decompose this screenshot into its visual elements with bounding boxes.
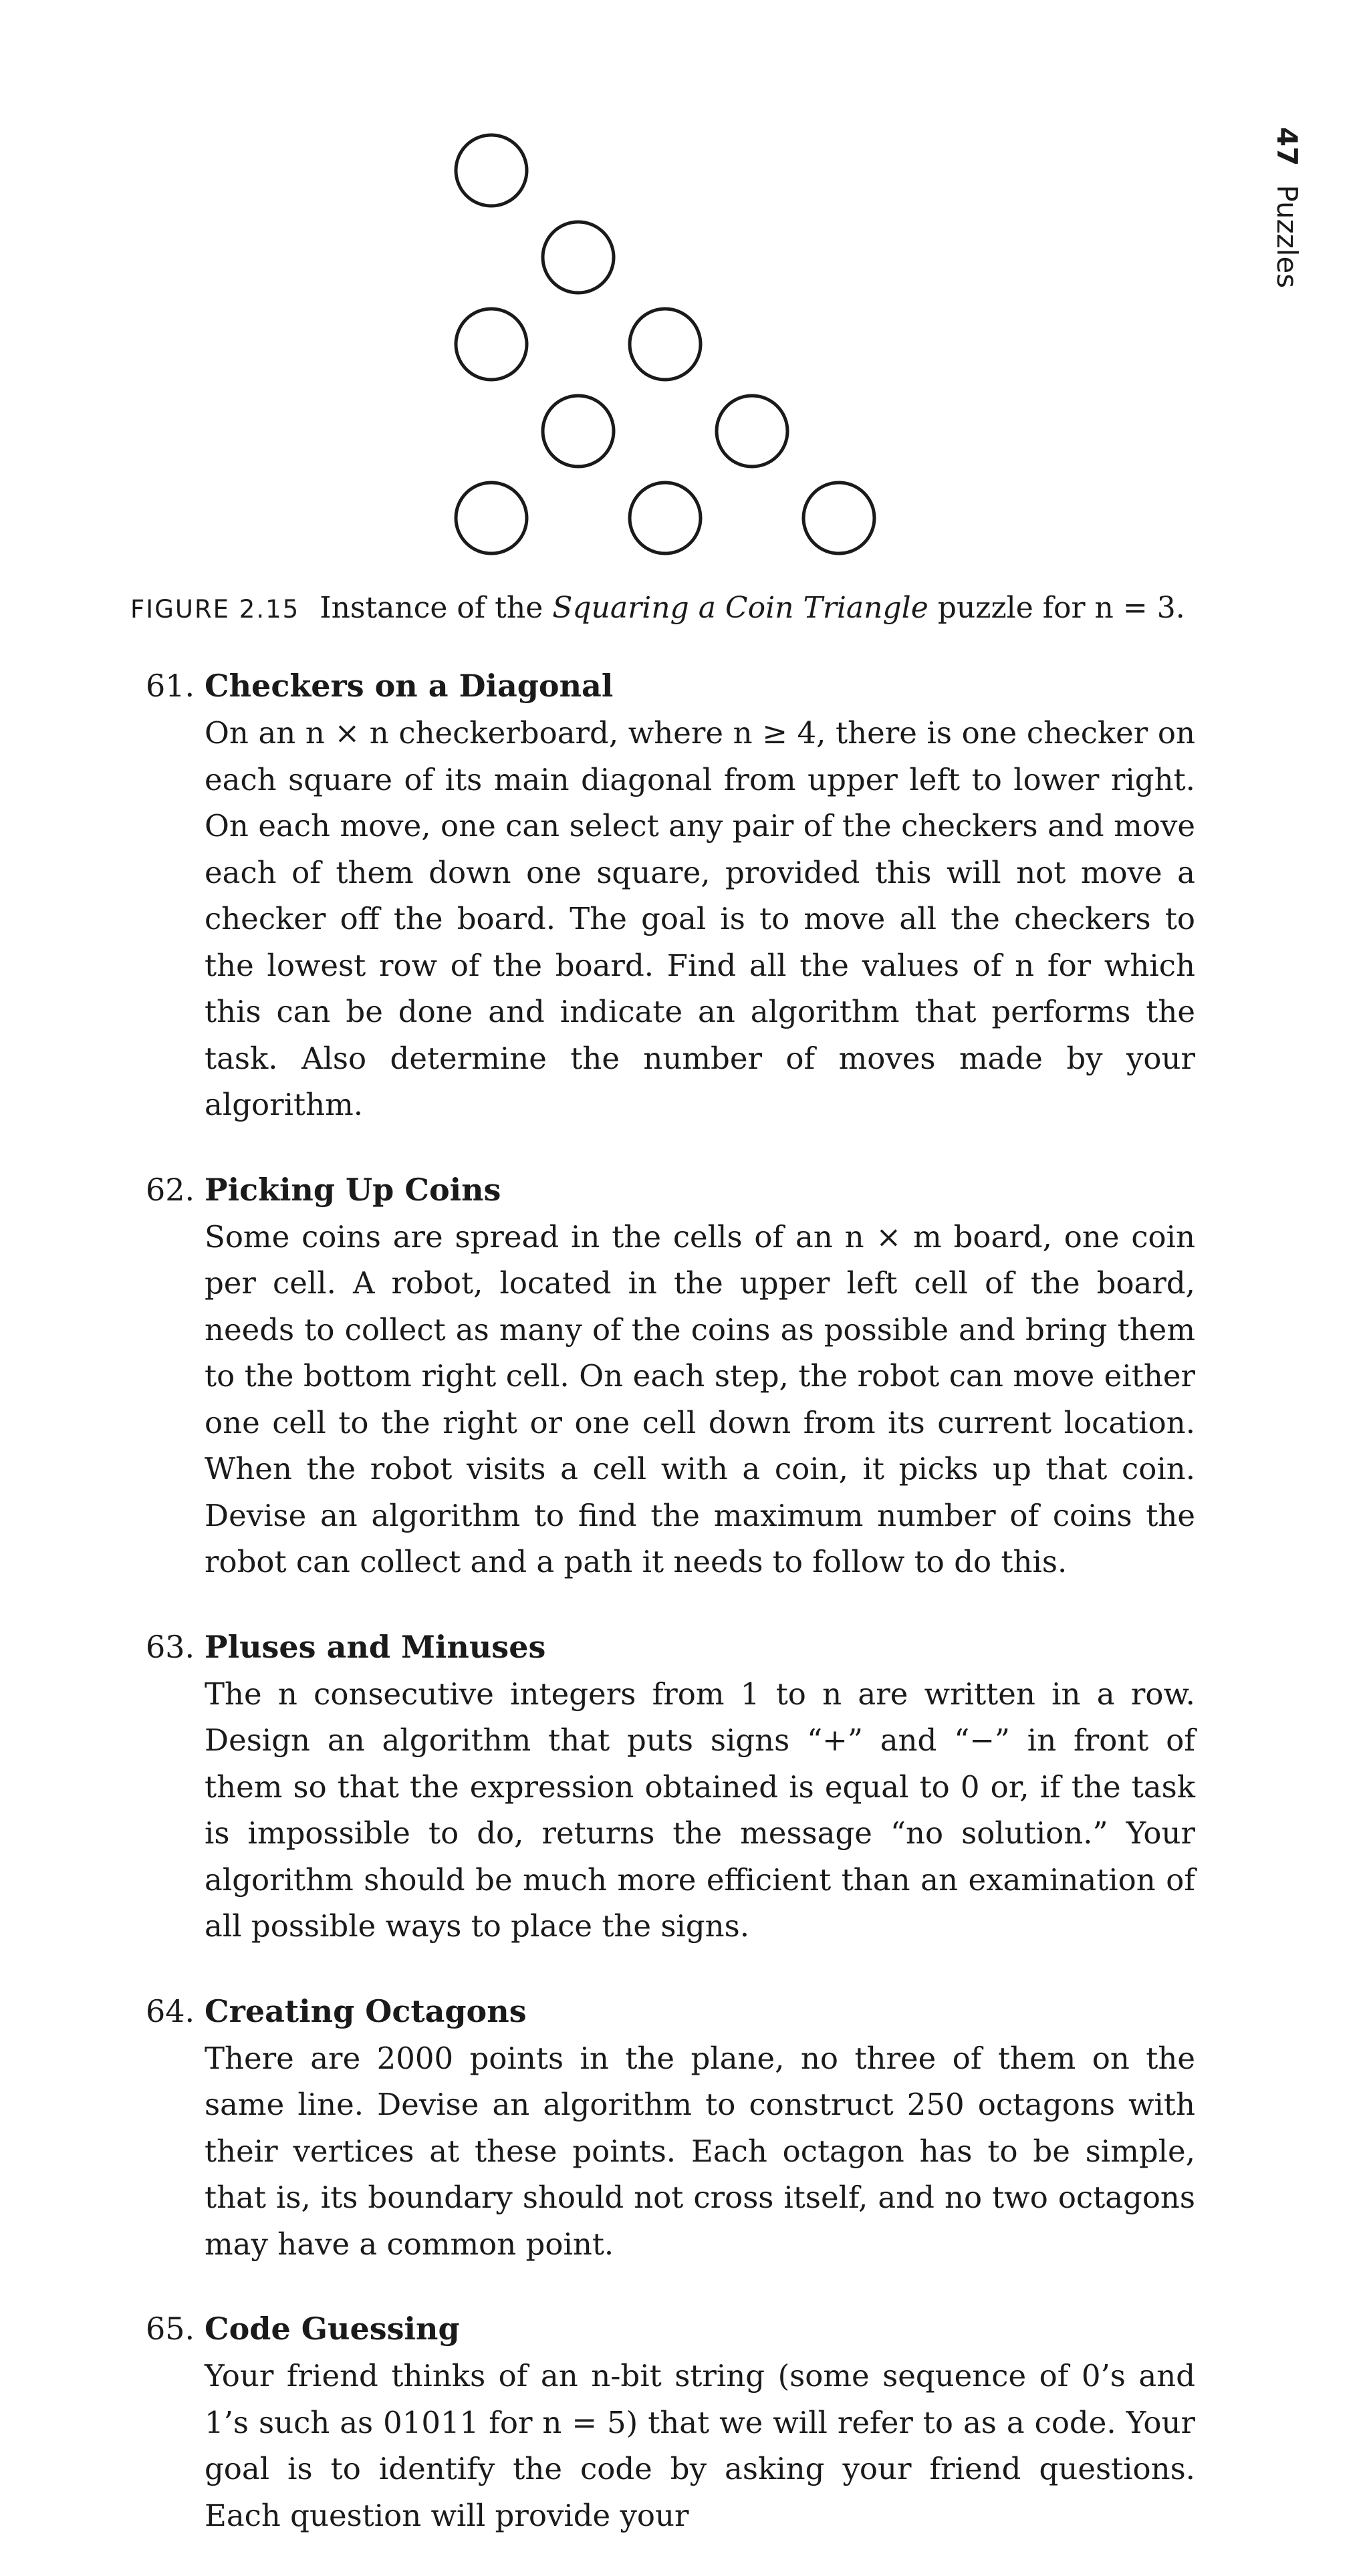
problem-text: The n consecutive integers from 1 to n are written in a row. Design an algorithm that puts signs “+” and “−” in front of them so that the expression obtained is equal to 0 or, if the task is impossible to do, returns the message “no solution.” Your algorithm should be much more efficient than an examination of all possible ways to place the signs. (205, 1676, 1195, 1944)
problem-number: 63. (146, 1628, 195, 1665)
coin-circle (630, 309, 701, 380)
problem-number: 62. (146, 1171, 195, 1208)
figure-caption (130, 588, 1200, 630)
running-head (1250, 127, 1310, 314)
problem-title: Picking Up Coins (205, 1171, 501, 1208)
caption-text-before: Instance of the (320, 591, 543, 625)
problem-text: Your friend thinks of an n-bit string (some sequence of 0’s and 1’s such as 01011 for n = 5) that we will refer to as a code. Your goal is to identify the code by asking your friend questions. Each question will provide your (205, 2358, 1195, 2533)
problem-heading (146, 662, 1195, 710)
problem-list (146, 662, 1195, 2576)
problem-number: 61. (146, 668, 195, 704)
caption-text-after: puzzle for n = 3. (937, 591, 1185, 625)
coin-triangle-figure (428, 127, 909, 568)
coin-circle (456, 483, 527, 553)
figure-label: FIGURE 2.15 (130, 595, 300, 624)
coin-circle (543, 222, 614, 293)
problem-65 (146, 2305, 1195, 2539)
problem-title: Creating Octagons (205, 1992, 527, 2029)
coin-circle (803, 483, 874, 553)
section-title: Puzzles (1271, 184, 1303, 289)
problem-title: Checkers on a Diagonal (205, 668, 614, 704)
problem-title: Code Guessing (205, 2311, 460, 2347)
problem-number: 64. (146, 1992, 195, 2029)
coin-circle (630, 483, 701, 553)
page-number: 47 (1271, 127, 1303, 166)
problem-text: There are 2000 points in the plane, no three of them on the same line. Devise an algorithm to construct 250 octagons with their vertices at these points. Each octagon has to be simple, that is, its boundary should not cross itself, and no two octagons may have a common point. (205, 2040, 1195, 2262)
coin-circle (717, 396, 787, 467)
problem-64 (146, 1987, 1195, 2268)
coin-triangle-diagram (428, 127, 909, 568)
problem-text: On an n × n checkerboard, where n ≥ 4, there is one checker on each square of its main diagonal from upper left to lower right. On each move, one can select any pair of the checkers and move each of them down one square, provided this will not move a checker off the board. The goal is to move all the checkers to the lowest row of the board. Find all the values of n for which this can be done and indicate an algorithm that performs the task. Also determine the number of moves made by your algorithm. (205, 715, 1195, 1122)
caption-puzzle-name: Squaring a Coin Triangle (552, 591, 928, 625)
problem-heading (146, 1623, 1195, 1671)
coin-circle (543, 396, 614, 467)
problem-61 (146, 662, 1195, 1128)
problem-number: 65. (146, 2311, 195, 2347)
problem-heading (146, 2305, 1195, 2353)
problem-heading (146, 1987, 1195, 2035)
coin-circle (456, 135, 527, 206)
problem-text: Some coins are spread in the cells of an n × m board, one coin per cell. A robot, located in the upper left cell of the board, needs to collect as many of the coins as possible and bring them to the bottom right cell. On each step, the robot can move either one cell to the right or one cell down from its current location. When the robot visits a cell with a coin, it picks up that coin. Devise an algorithm to find the maximum number of coins the robot can collect and a path it needs to follow to do this. (205, 1218, 1195, 1579)
problem-heading (146, 1166, 1195, 1214)
problem-63 (146, 1623, 1195, 1950)
problem-62 (146, 1166, 1195, 1585)
problem-title: Pluses and Minuses (205, 1628, 546, 1665)
coin-circle (456, 309, 527, 380)
